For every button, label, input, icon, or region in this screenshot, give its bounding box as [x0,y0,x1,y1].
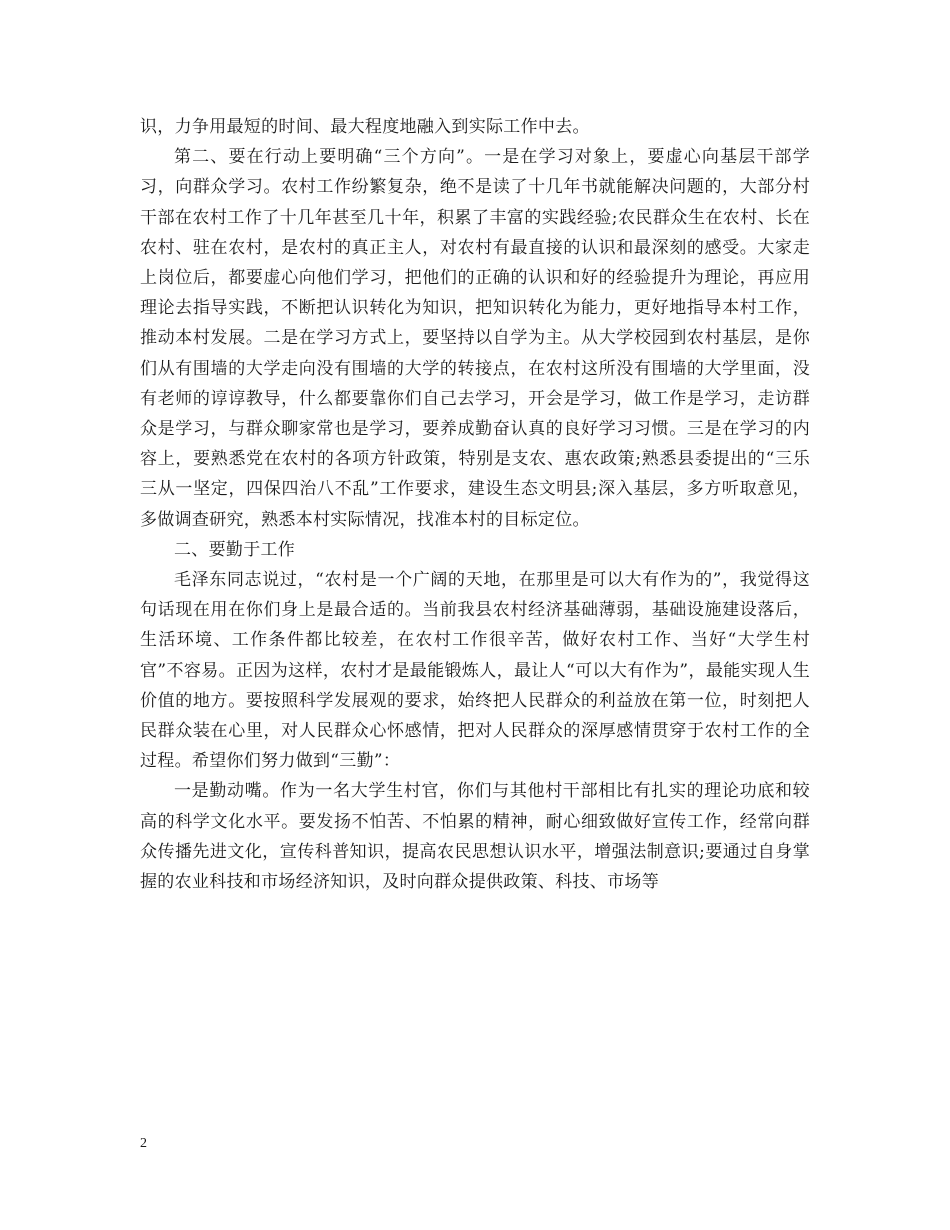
document-body [140,112,810,897]
section-heading-diligent-work: 二、要勤于工作 [174,539,296,560]
paragraph-three-directions: 第二、要在行动上要明确“三个方向”。一是在学习对象上，要虚心向基层干部学习，向群众学习。农村工作纷繁复杂，绝不是读了十几年书就能解决问题的，大部分村干部在农村工作了十几年甚至几十年，积累了丰富的实践经验;农民群众生在农村、长在农村、驻在农村，是农村的真正主人，对农村有最直接的认识和最深刻的感受。大家走上岗位后，都要虚心向他们学习，把他们的正确的认识和好的经验提升为理论，再应用理论去指导实践，不断把认识转化为知识，把知识转化为能力，更好地指导本村工作，推动本村发展。二是在学习方式上，要坚持以自学为主。从大学校园到农村基层，是你们从有围墙的大学走向没有围墙的大学的转接点，在农村这所没有围墙的大学里面，没有老师的谆谆教导，什么都要靠你们自己去学习，开会是学习，做工作是学习，走访群众是学习，与群众聊家常也是学习，要养成勤奋认真的良好学习习惯。三是在学习的内容上，要熟悉党在农村的各项方针政策，特别是支农、惠农政策;熟悉县委提出的“三乐三从一坚定，四保四治八不乱”工作要求，建设生态文明县;深入基层，多方听取意见，多做调查研究，熟悉本村实际情况，找准本村的目标定位。 [140,147,810,530]
paragraph-continuation: 识，力争用最短的时间、最大程度地融入到实际工作中去。 [140,117,590,137]
page-number: 2 [140,1136,147,1151]
paragraph-speak-diligently: 一是勤动嘴。作为一名大学生村官，你们与其他村干部相比有扎实的理论功底和较高的科学文化水平。要发扬不怕苦、不怕累的精神，耐心细致做好宣传工作，经常向群众传播先进文化，宣传科普知识，提高农民思想认识水平，增强法制意识;要通过自身掌握的农业科技和市场经济知识，及时向群众提供政策、科技、市场等 [140,781,810,893]
paragraph-mao-quote: 毛泽东同志说过，“农村是一个广阔的天地，在那里是可以大有作为的”，我觉得这句话现在用在你们身上是最合适的。当前我县农村经济基础薄弱，基础设施建设落后，生活环境、工作条件都比较差，在农村工作很辛苦，做好农村工作、当好“大学生村官”不容易。正因为这样，农村才是最能锻炼人，最让人“可以大有作为”，最能实现人生价值的地方。要按照科学发展观的要求，始终把人民群众的利益放在第一位，时刻把人民群众装在心里，对人民群众心怀感情，把对人民群众的深厚感情贯穿于农村工作的全过程。希望你们努力做到“三勤”： [140,570,810,772]
